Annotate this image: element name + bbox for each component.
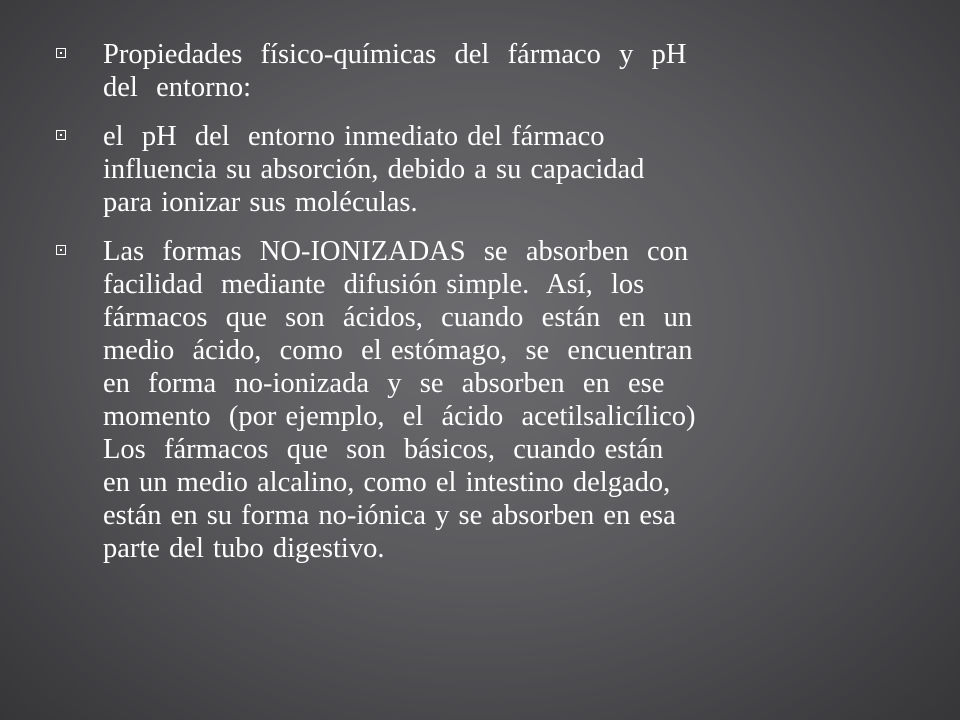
bullet-line: para ionizar sus moléculas. [103, 187, 418, 218]
bullet-line: parte del tubo digestivo. [103, 533, 385, 564]
bullet-line: en un medio alcalino, como el intestino delgado, [103, 467, 671, 498]
square-bullet-icon [56, 48, 66, 58]
bullet-list [56, 38, 926, 581]
bullet-line: influencia su absorción, debido a su capacidad [103, 154, 645, 185]
bullet-line: están en su forma no-iónica y se absorben en esa [103, 500, 676, 531]
bullet-line: Los fármacos que son básicos, cuando están [103, 434, 664, 465]
bullet-line: facilidad mediante difusión simple. Así, los [103, 269, 645, 300]
bullet-item [56, 235, 926, 565]
bullet-line: momento (por ejemplo, el ácido acetilsalicílico) [103, 401, 696, 432]
square-bullet-icon [56, 130, 66, 140]
bullet-line: el pH del entorno inmediato del fármaco [103, 121, 605, 152]
square-bullet-icon [56, 245, 66, 255]
bullet-line: Las formas NO-IONIZADAS se absorben con [103, 236, 689, 267]
bullet-line: Propiedades físico-químicas del fármaco y pH [103, 39, 687, 70]
bullet-line: en forma no-ionizada y se absorben en ese [103, 368, 665, 399]
bullet-item [56, 120, 926, 219]
bullet-item [56, 38, 926, 104]
bullet-line: fármacos que son ácidos, cuando están en un [103, 302, 693, 333]
bullet-line: medio ácido, como el estómago, se encuentran [103, 335, 693, 366]
bullet-line: del entorno: [103, 72, 252, 103]
